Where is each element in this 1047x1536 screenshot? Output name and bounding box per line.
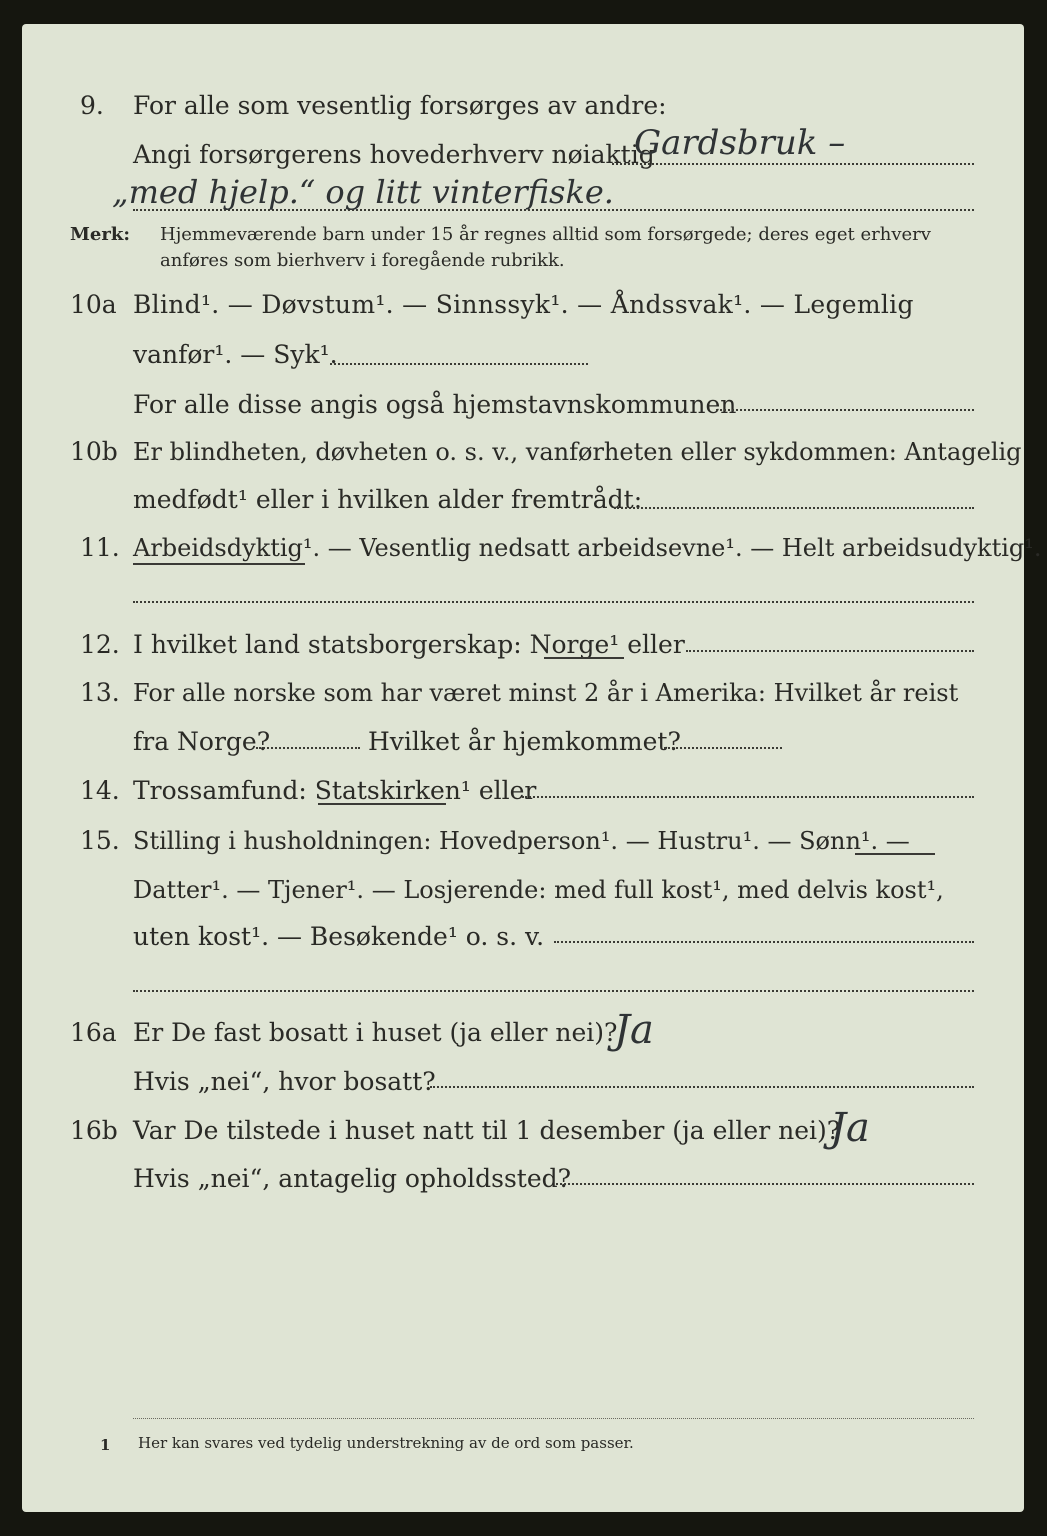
footnote-text: Her kan svares ved tydelig understrekning av de ord som passer. xyxy=(138,1434,634,1452)
question-15-line2: Datter¹. — Tjener¹. — Losjerende: med full kost¹, med delvis kost¹, xyxy=(133,876,944,904)
question-16a-number: 16a xyxy=(70,1018,117,1047)
answer-line xyxy=(133,601,974,603)
answer-line xyxy=(554,941,974,943)
footnote-divider xyxy=(133,1418,974,1419)
answer-line xyxy=(522,796,974,798)
question-15-number: 15. xyxy=(80,826,120,855)
question-9-line1: For alle som vesentlig forsørges av andre: xyxy=(133,91,667,120)
question-10a-line3: For alle disse angis også hjemstavnskommunen xyxy=(133,390,737,419)
answer-line xyxy=(556,1183,974,1185)
census-form-page xyxy=(22,24,1024,1512)
question-13-number: 13. xyxy=(80,678,120,707)
handwritten-answer-16a: Ja xyxy=(614,1007,654,1053)
answer-line xyxy=(716,409,974,411)
question-9-number: 9. xyxy=(80,91,104,120)
question-9-line2: Angi forsørgerens hovederhverv nøiaktig xyxy=(133,140,655,169)
underline-sonn xyxy=(855,853,935,855)
answer-line xyxy=(664,747,782,749)
underline-statskirken xyxy=(318,803,446,805)
answer-line xyxy=(430,1086,974,1088)
note-line1: Hjemmeværende barn under 15 år regnes alltid som forsørgede; deres eget erhverv xyxy=(160,224,931,245)
question-15-line3: uten kost¹. — Besøkende¹ o. s. v. xyxy=(133,922,545,951)
question-16b-number: 16b xyxy=(70,1116,118,1145)
question-12-number: 12. xyxy=(80,630,120,659)
question-16b-line2: Hvis „nei“, antagelig opholdssted? xyxy=(133,1164,572,1193)
footnote-mark: 1 xyxy=(100,1436,111,1454)
question-10b-line1: Er blindheten, døvheten o. s. v., vanførheten eller sykdommen: Antagelig xyxy=(133,438,1022,466)
question-10a-line2: vanfør¹. — Syk¹. xyxy=(133,340,338,369)
question-16b-line1: Var De tilstede i huset natt til 1 desember (ja eller nei)? xyxy=(133,1116,841,1145)
question-13-line2b: Hvilket år hjemkommet? xyxy=(368,727,681,756)
answer-line xyxy=(614,507,974,509)
handwritten-answer-16b: Ja xyxy=(830,1105,870,1151)
question-16a-line1: Er De fast bosatt i huset (ja eller nei)? xyxy=(133,1018,618,1047)
answer-line xyxy=(330,363,588,365)
handwritten-occupation-cont: „med hjelp.“ og litt vinterfiske. xyxy=(112,173,614,211)
question-13-line1: For alle norske som har været minst 2 år i Amerika: Hvilket år reist xyxy=(133,679,959,707)
handwritten-occupation: Gardsbruk – xyxy=(634,123,846,163)
question-10a-number: 10a xyxy=(70,290,117,319)
answer-line xyxy=(686,650,974,652)
note-label: Merk: xyxy=(70,224,130,245)
answer-line xyxy=(256,747,360,749)
underline-norge xyxy=(544,657,624,659)
question-13-line2a: fra Norge? xyxy=(133,727,271,756)
question-10b-number: 10b xyxy=(70,437,118,466)
answer-line xyxy=(133,990,974,992)
question-11-number: 11. xyxy=(80,533,120,562)
question-10b-line2: medfødt¹ eller i hvilken alder fremtrådt: xyxy=(133,485,643,514)
note-line2: anføres som bierhverv i foregående rubrikk. xyxy=(160,250,565,271)
underline-arbeidsdyktig xyxy=(133,563,305,565)
question-16a-line2: Hvis „nei“, hvor bosatt? xyxy=(133,1067,436,1096)
question-15-line1: Stilling i husholdningen: Hovedperson¹. — Hustru¹. — Sønn¹. — xyxy=(133,827,910,855)
question-14-number: 14. xyxy=(80,776,120,805)
question-12-line1: I hvilket land statsborgerskap: Norge¹ eller xyxy=(133,630,685,659)
question-14-line1: Trossamfund: Statskirken¹ eller xyxy=(133,776,537,805)
question-10a-line1: Blind¹. — Døvstum¹. — Sinnssyk¹. — Åndssvak¹. — Legemlig xyxy=(133,290,914,319)
answer-line xyxy=(612,163,974,165)
question-11-line1: Arbeidsdyktig¹. — Vesentlig nedsatt arbeidsevne¹. — Helt arbeidsudyktig¹. xyxy=(133,534,1042,562)
